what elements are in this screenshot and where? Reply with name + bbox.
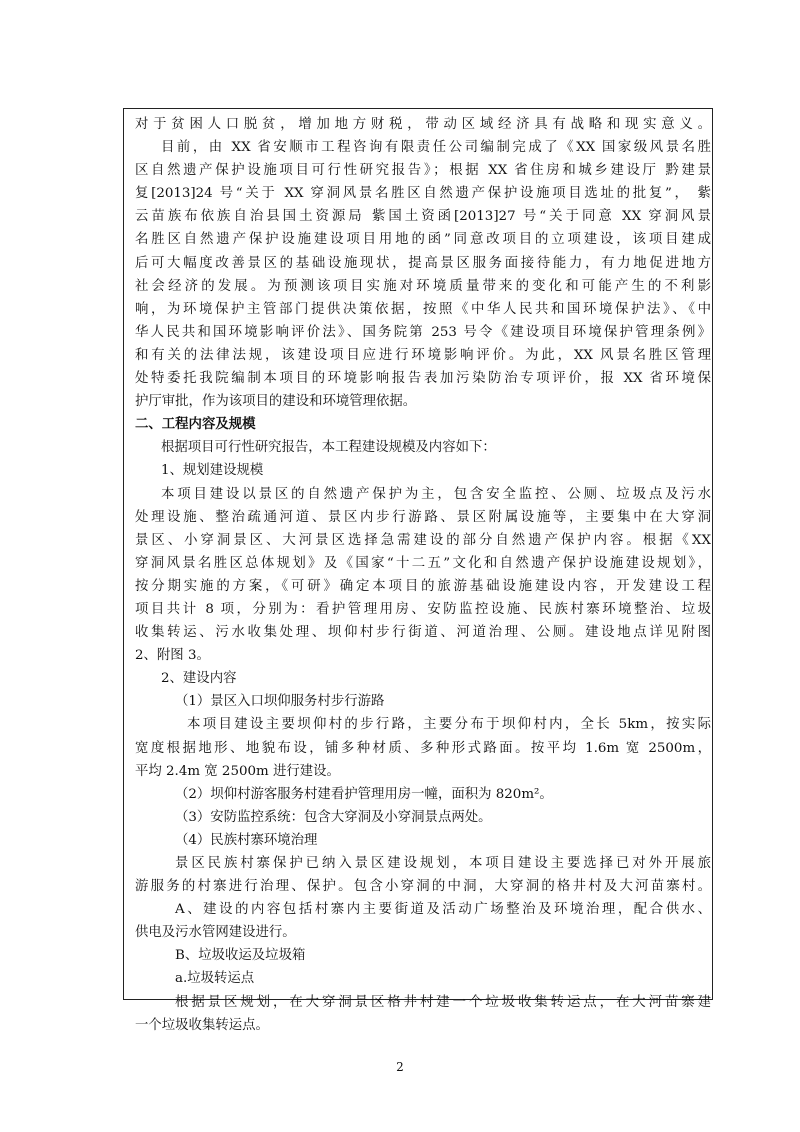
paragraph-line: 对于贫困人口脱贫，增加地方财税，带动区域经济具有战略和现实意义。 bbox=[135, 117, 711, 132]
paragraph-line: 景区、小穿洞景区、大河景区选择急需建设的部分自然遗产保护内容。根据《XX bbox=[135, 532, 711, 548]
paragraph-line: 后可大幅度改善景区的基础设施现状，提高景区服务面接待能力，有力地促进地方 bbox=[135, 255, 711, 271]
item-line: （3）安防监控系统：包含大穿洞及小穿洞景点两处。 bbox=[175, 809, 492, 825]
paragraph-line: 本项目建设主要坝仰村的步行路，主要分布于坝仰村内，全长 5km，按实际 bbox=[187, 717, 711, 733]
paragraph-line: 社会经济的发展。为预测该项目实施对环境质量带来的变化和可能产生的不利影 bbox=[135, 278, 711, 294]
paragraph-line: 名胜区自然遗产保护设施建设项目用地的函”同意改项目的立项建设，该项目建成 bbox=[135, 232, 711, 248]
paragraph-line: 护厅审批，作为该项目的建设和环境管理依据。 bbox=[135, 394, 417, 410]
item-heading: （1）景区入口坝仰服务村步行游路 bbox=[175, 694, 385, 710]
paragraph-line: 景区民族村寨保护已纳入景区建设规划，本项目建设主要选择已对外开展旅 bbox=[175, 856, 711, 871]
item-line: （2）坝仰村游客服务村建看护管理用房一幢，面积为 820m²。 bbox=[175, 786, 553, 802]
paragraph-line: 华人民共和国环境影响评价法》、国务院第 253 号令《建设项目环境保护管理条例》 bbox=[135, 324, 711, 340]
paragraph-line: 和有关的法律法规，该建设项目应进行环境影响评价。为此，XX 风景名胜区管理 bbox=[135, 347, 711, 363]
page-number: 2 bbox=[396, 1060, 404, 1074]
paragraph-line: 平均 2.4m 宽 2500m 进行建设。 bbox=[135, 763, 340, 779]
item-heading: a.垃圾转运点 bbox=[175, 971, 255, 987]
paragraph-line: 项目共计 8 项，分别为：看护管理用房、安防监控设施、民族村寨环境整治、垃圾 bbox=[135, 601, 711, 617]
paragraph-line: 处特委托我院编制本项目的环境影响报告表加污染防治专项评价，报 XX 省环境保 bbox=[135, 371, 711, 387]
section-heading: 二、工程内容及规模 bbox=[135, 417, 256, 433]
paragraph-line: A、建设的内容包括村寨内主要街道及活动广场整治及环境治理，配合供水、 bbox=[175, 902, 711, 918]
subsection-heading: 1、规划建设规模 bbox=[161, 463, 264, 479]
item-heading: B、垃圾收运及垃圾箱 bbox=[175, 948, 306, 964]
paragraph-line: 收集转运、污水收集处理、坝仰村步行街道、河道治理、公厕。建设地点详见附图 bbox=[135, 625, 711, 641]
paragraph-line: 目前，由 XX 省安顺市工程咨询有限责任公司编制完成了《XX 国家级风景名胜 bbox=[161, 140, 711, 156]
paragraph-line: 响，为环境保护主管部门提供决策依据，按照《中华人民共和国环境保护法》、《中 bbox=[135, 301, 711, 317]
paragraph-line: 处理设施、整治疏通河道、景区内步行游路、景区附属设施等，主要集中在大穿洞 bbox=[135, 509, 711, 525]
paragraph-line: 区自然遗产保护设施项目可行性研究报告》；根据 XX 省住房和城乡建设厅 黔建景 bbox=[135, 163, 711, 179]
paragraph-line: 供电及污水管网建设进行。 bbox=[135, 925, 296, 941]
paragraph-line: 根据项目可行性研究报告，本工程建设规模及内容如下： bbox=[161, 440, 496, 456]
item-heading: （4）民族村寨环境治理 bbox=[175, 832, 318, 848]
paragraph-line: 按分期实施的方案，《可研》确定本项目的旅游基础设施建设内容，开发建设工程 bbox=[135, 578, 711, 594]
document-body bbox=[135, 113, 711, 1037]
paragraph-line: 宽度根据地形、地貌布设，铺多种材质、多种形式路面。按平均 1.6m 宽 2500m， bbox=[135, 740, 711, 756]
paragraph-line: 云苗族布依族自治县国土资源局 紫国土资函[2013]27 号“关于同意 XX 穿洞风景 bbox=[135, 209, 711, 225]
paragraph-line: 游服务的村寨进行治理、保护。包含小穿洞的中洞，大穿洞的格井村及大河苗寨村。 bbox=[135, 879, 711, 895]
paragraph-line: 穿洞风景名胜区总体规划》及《国家“十二五”文化和自然遗产保护设施建设规划》， bbox=[135, 555, 711, 571]
subsection-heading: 2、建设内容 bbox=[161, 671, 237, 687]
paragraph-line: 一个垃圾收集转运点。 bbox=[135, 1017, 269, 1033]
paragraph-line: 2、附图 3。 bbox=[135, 648, 210, 664]
paragraph-line: 本项目建设以景区的自然遗产保护为主，包含安全监控、公厕、垃圾点及污水 bbox=[161, 486, 711, 502]
paragraph-line: 复[2013]24 号“关于 XX 穿洞风景名胜区自然遗产保护设施项目选址的批复”， 紫 bbox=[135, 186, 711, 202]
paragraph-line: 根据景区规划，在大穿洞景区格井村建一个垃圾收集转运点，在大河苗寨建 bbox=[175, 994, 711, 1010]
